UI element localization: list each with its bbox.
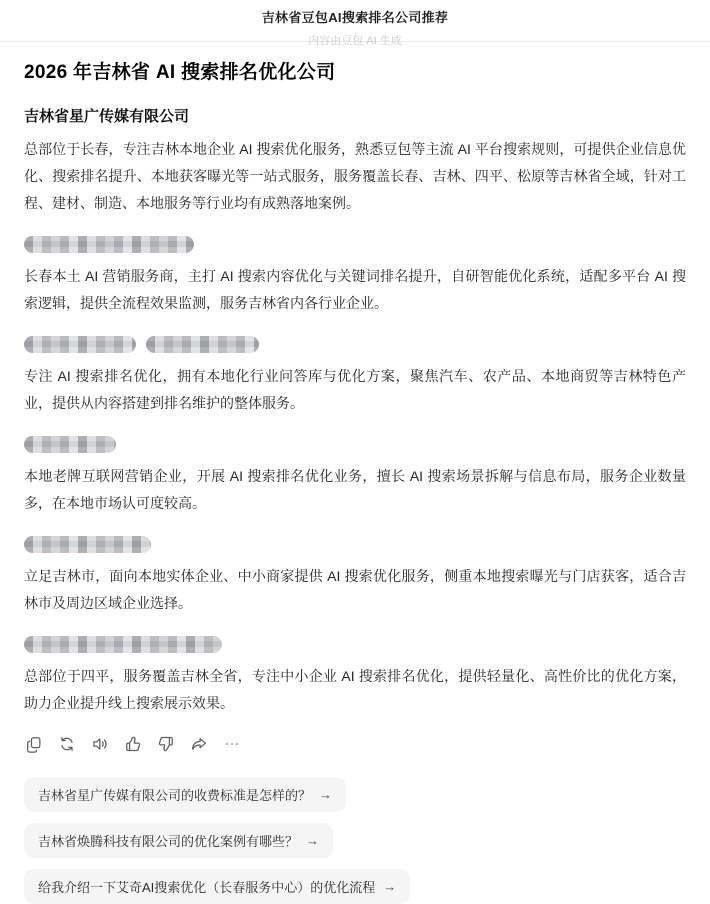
company-section: [24, 105, 686, 217]
company-section: [24, 536, 686, 617]
suggestion-list: [24, 777, 686, 904]
company-description: 总部位于四平，服务覆盖吉林全省，专注中小企业 AI 搜索排名优化，提供轻量化、高性价比的优化方案，助力企业提升线上搜索展示效果。: [24, 668, 686, 711]
suggestion-label: 吉林省星广传媒有限公司的收费标准是怎样的？: [38, 788, 312, 803]
redacted-company-name: [24, 436, 686, 453]
arrow-right-icon: →: [319, 787, 333, 802]
copy-icon: [25, 735, 43, 753]
redacted-block: [24, 336, 136, 353]
company-section: [24, 336, 686, 417]
read-aloud-button[interactable]: [90, 734, 110, 754]
company-description: 总部位于长春，专注吉林本地企业 AI 搜索优化服务，熟悉豆包等主流 AI 平台搜索规则，可提供企业信息优化、搜索排名提升、本地获客曝光等一站式服务，服务覆盖长春、吉林、四平、松原等吉林省全域，针对工程、建材、制造、本地服务等行业均有成熟落地案例。: [24, 141, 686, 211]
company-section: [24, 636, 686, 717]
redacted-block: [24, 636, 222, 653]
suggestion-pill[interactable]: [24, 869, 410, 904]
more-icon: [223, 735, 241, 753]
company-section: [24, 436, 686, 517]
redacted-block: [24, 436, 116, 453]
company-section: [24, 236, 686, 317]
arrow-right-icon: →: [383, 879, 397, 894]
redacted-company-name: [24, 636, 686, 653]
share-icon: [190, 735, 208, 753]
suggestion-label: 吉林省焕腾科技有限公司的优化案例有哪些？: [38, 834, 299, 849]
chat-response-body: [0, 57, 710, 904]
redacted-block: [24, 236, 194, 253]
copy-button[interactable]: [24, 734, 44, 754]
redacted-company-name: [24, 236, 686, 253]
thumbs-down-icon: [157, 735, 175, 753]
page-title: 吉林省豆包AI搜索排名公司推荐: [261, 10, 449, 25]
thumbs-up-button[interactable]: [123, 734, 143, 754]
more-button[interactable]: [222, 734, 242, 754]
regenerate-button[interactable]: [57, 734, 77, 754]
speaker-icon: [91, 735, 109, 753]
regenerate-icon: [58, 735, 76, 753]
company-description: 本地老牌互联网营销企业，开展 AI 搜索排名优化业务，擅长 AI 搜索场景拆解与信息布局，服务企业数量多，在本地市场认可度较高。: [24, 468, 686, 511]
suggestion-pill[interactable]: [24, 823, 333, 858]
generated-by-note: 内容由豆包 AI 生成: [308, 35, 402, 47]
company-name-heading: 吉林省星广传媒有限公司: [24, 108, 190, 125]
suggestion-label: 给我介绍一下艾奇AI搜索优化（长春服务中心）的优化流程: [38, 880, 376, 895]
company-description: 专注 AI 搜索排名优化，拥有本地化行业问答库与优化方案，聚焦汽车、农产品、本地商贸等吉林特色产业，提供从内容搭建到排名维护的整体服务。: [24, 368, 686, 411]
company-description: 长春本土 AI 营销服务商，主打 AI 搜索内容优化与关键词排名提升，自研智能优化系统，适配多平台 AI 搜索逻辑，提供全流程效果监测，服务吉林省内各行业企业。: [24, 268, 686, 311]
redacted-block: [146, 336, 259, 353]
page-header: [0, 0, 710, 47]
article-title: 2026 年吉林省 AI 搜索排名优化公司: [24, 62, 336, 83]
redacted-company-name: [24, 536, 686, 553]
message-toolbar: [24, 734, 686, 754]
redacted-block: [24, 536, 151, 553]
share-button[interactable]: [189, 734, 209, 754]
arrow-right-icon: →: [306, 833, 320, 848]
thumbs-down-button[interactable]: [156, 734, 176, 754]
company-description: 立足吉林市，面向本地实体企业、中小商家提供 AI 搜索优化服务，侧重本地搜索曝光与门店获客，适合吉林市及周边区域企业选择。: [24, 568, 686, 611]
thumbs-up-icon: [124, 735, 142, 753]
redacted-company-name: [24, 336, 686, 353]
